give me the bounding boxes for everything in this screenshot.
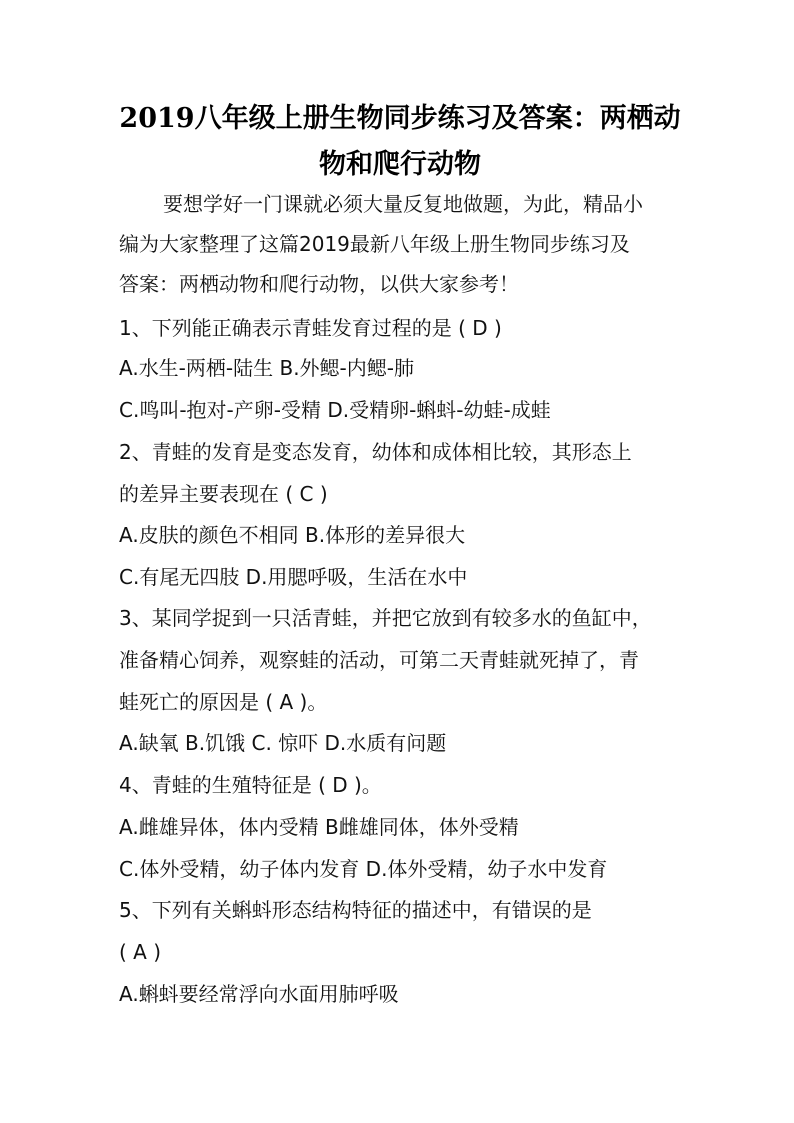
question-1-options-cd: C.鸣叫-抱对-产卵-受精 D.受精卵-蝌蚪-幼蛙-成蛙 bbox=[119, 398, 551, 422]
question-3-line-2: 准备精心饲养，观察蛙的活动，可第二天青蛙就死掉了，青 bbox=[119, 648, 639, 672]
title-line-1: 2019八年级上册生物同步练习及答案：两栖动 bbox=[119, 103, 681, 134]
question-5-answer: ( A ) bbox=[119, 940, 162, 964]
question-2-line-2: 的差异主要表现在 ( C ) bbox=[119, 482, 328, 506]
question-2-options-ab: A.皮肤的颜色不相同 B.体形的差异很大 bbox=[119, 523, 466, 547]
question-3-options: A.缺氧 B.饥饿 C. 惊吓 D.水质有问题 bbox=[119, 731, 447, 755]
question-4: 4、青蛙的生殖特征是 ( D )。 bbox=[119, 773, 382, 797]
intro-line-1: 要想学好一门课就必须大量反复地做题，为此，精品小 bbox=[163, 192, 643, 216]
intro-line-3: 答案：两栖动物和爬行动物，以供大家参考！ bbox=[119, 272, 519, 296]
intro-line-2: 编为大家整理了这篇2019最新八年级上册生物同步练习及 bbox=[119, 232, 630, 256]
question-3-line-3: 蛙死亡的原因是 ( A )。 bbox=[119, 690, 328, 714]
question-5-line-1: 5、下列有关蝌蚪形态结构特征的描述中，有错误的是 bbox=[119, 898, 592, 922]
title-line-2: 物和爬行动物 bbox=[319, 149, 481, 180]
question-2-options-cd: C.有尾无四肢 D.用腮呼吸，生活在水中 bbox=[119, 565, 468, 589]
question-4-options-cd: C.体外受精，幼子体内发育 D.体外受精，幼子水中发育 bbox=[119, 857, 608, 881]
document-title bbox=[110, 96, 690, 188]
question-1: 1、下列能正确表示青蛙发育过程的是 ( D ) bbox=[119, 316, 502, 340]
question-2-line-1: 2、青蛙的发育是变态发育，幼体和成体相比较，其形态上 bbox=[119, 440, 632, 464]
question-3-line-1: 3、某同学捉到一只活青蛙，并把它放到有较多水的鱼缸中， bbox=[119, 606, 652, 630]
question-4-options-ab: A.雌雄异体，体内受精 B雌雄同体，体外受精 bbox=[119, 815, 519, 839]
question-5-option-a: A.蝌蚪要经常浮向水面用肺呼吸 bbox=[119, 982, 399, 1006]
question-1-options-ab: A.水生-两栖-陆生 B.外鳃-内鳃-肺 bbox=[119, 356, 414, 380]
